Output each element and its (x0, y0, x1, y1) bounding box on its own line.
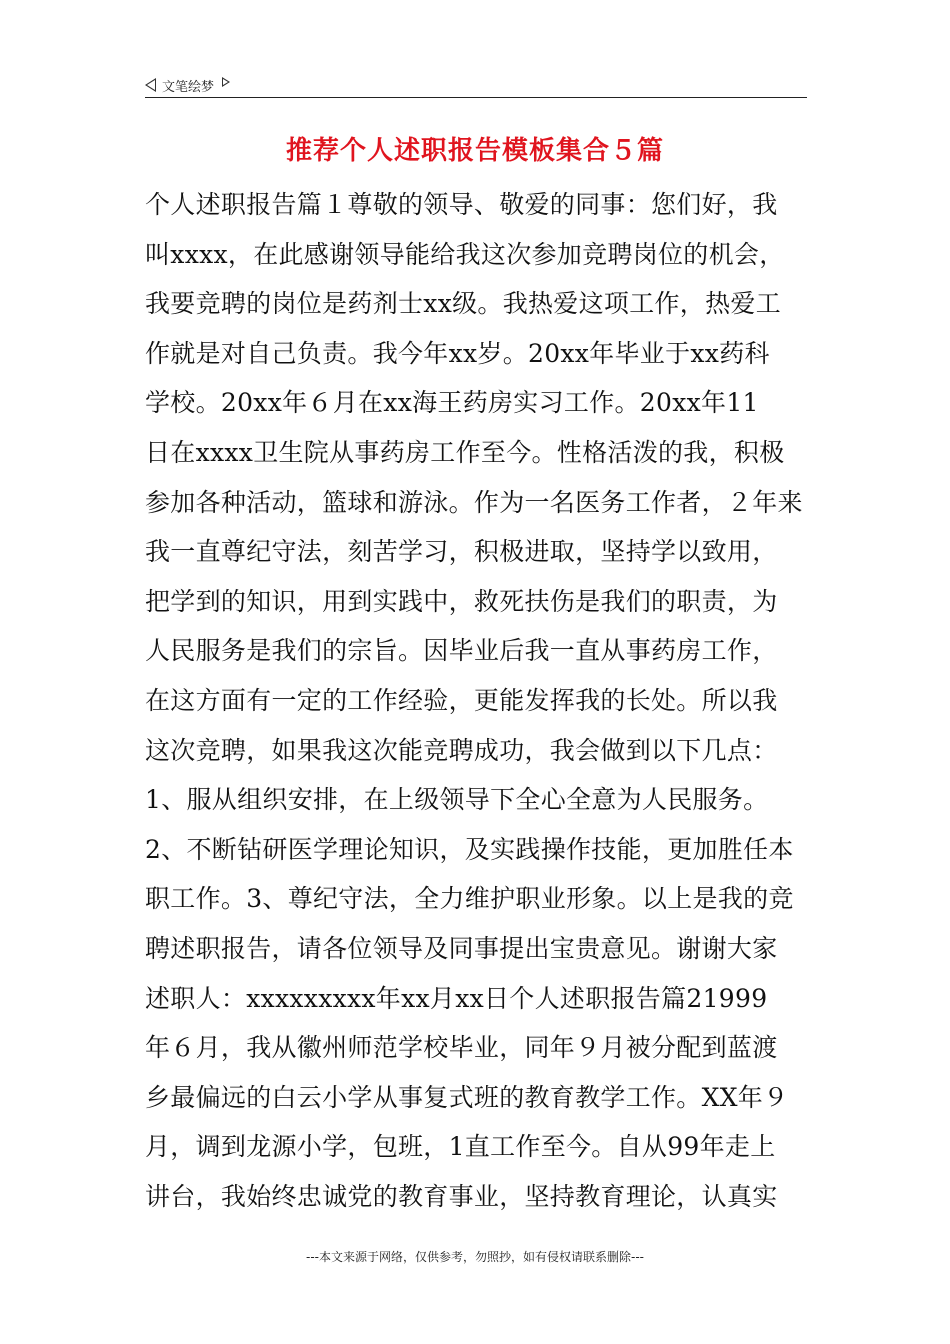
body-line: 我一直尊纪守法，刻苦学习，积极进取，坚持学以致用， (145, 537, 778, 567)
body-line: 聘述职报告，请各位领导及同事提出宝贵意见。谢谢大家 (145, 933, 778, 963)
body-line: 述职人：xxxxxxxxx年xx月xx日个人述职报告篇21999 (145, 983, 768, 1013)
body-line: 日在xxxx卫生院从事药房工作至今。性格活泼的我，积极 (145, 437, 785, 467)
body-line: 个人述职报告篇１尊敬的领导、敬爱的同事：您们好，我 (145, 190, 778, 219)
body-line: 作就是对自己负责。我今年xx岁。20xx年毕业于xx药科 (145, 338, 770, 368)
body-line: 我要竞聘的岗位是药剂士xx级。我热爱这项工作，热爱工 (145, 289, 782, 319)
body-line: 职工作。3、尊纪守法，全力维护职业形象。以上是我的竞 (145, 884, 794, 914)
body-line: 乡最偏远的白云小学从事复式班的教育教学工作。XX年９ (145, 1082, 789, 1112)
body-line: 叫xxxx，在此感谢领导能给我这次参加竞聘岗位的机会， (145, 239, 785, 269)
body-line: 1、服从组织安排，在上级领导下全心全意为人民服务。 (145, 785, 769, 815)
body-line: 这次竞聘，如果我这次能竞聘成功，我会做到以下几点： (145, 735, 778, 765)
body-line: 参加各种活动，篮球和游泳。作为一名医务工作者，２年来 (145, 487, 803, 517)
body-line: 月，调到龙源小学，包班，1直工作至今。自从99年走上 (145, 1132, 776, 1162)
body-line: 在这方面有一定的工作经验，更能发挥我的长处。所以我 (145, 685, 778, 715)
body-line: 人民服务是我们的宗旨。因毕业后我一直从事药房工作， (145, 636, 778, 666)
document-body (145, 180, 825, 1221)
body-line: 2、不断钻研医学理论知识，及实践操作技能，更加胜任本 (145, 834, 794, 864)
brand-label: 文笔绘梦 (162, 79, 215, 95)
triangle-left-icon (145, 78, 156, 92)
body-line: 学校。20xx年６月在xx海王药房实习工作。20xx年11 (145, 388, 759, 418)
body-line: 把学到的知识，用到实践中，救死扶伤是我们的职责，为 (145, 586, 778, 616)
page-header (145, 74, 230, 96)
document-title: 推荐个人述职报告模板集合５篇 (285, 136, 664, 166)
body-line: 年６月，我从徽州师范学校毕业，同年９月被分配到蓝渡 (145, 1033, 778, 1063)
triangle-right-icon (222, 77, 230, 87)
header-divider (145, 97, 807, 98)
footer-disclaimer: ---本文来源于网络，仅供参考，勿照抄，如有侵权请联系删除--- (306, 1250, 644, 1264)
body-line: 讲台，我始终忠诚党的教育事业，坚持教育理论，认真实 (145, 1181, 778, 1211)
